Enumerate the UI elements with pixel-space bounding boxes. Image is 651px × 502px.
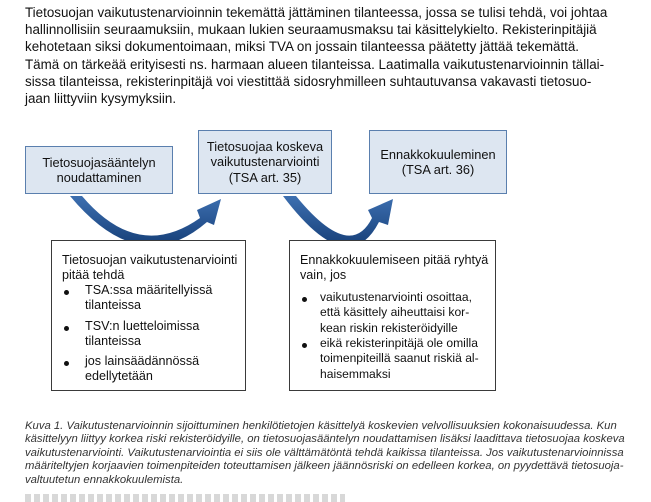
box-impact-assessment (198, 130, 332, 194)
box-prior-consultation (369, 130, 507, 194)
panel-left-bullet (85, 283, 212, 314)
box-consultation-line: (TSA art. 36) (401, 162, 475, 177)
bullet-line: vaikutustenarviointi osoittaa, (320, 290, 472, 304)
cut-off-text-line (25, 494, 345, 502)
intro-line: kehotetaan siksi dokumentoimaan, miksi TVA on jossain tilanteessa päätetty jättää tekemättä. (25, 39, 580, 55)
box-compliance (25, 146, 173, 194)
bullet-line: tilanteissa (85, 334, 142, 349)
panel-left-heading-line: pitää tehdä (62, 268, 125, 283)
box-compliance-line: noudattaminen (56, 170, 142, 185)
bullet-line: haisemmaksi (320, 366, 391, 381)
intro-line: Tietosuojan vaikutustenarvioinnin tekemättä jättäminen tilanteessa, jossa se tulisi tehdä, voi johtaa (25, 5, 608, 20)
caption-line: Kuva 1. Vaikutustenarvioinnin sijoittuminen henkilötietojen käsittelyä koskevien velvollisuuksien kokonaisuudessa. Kun (25, 420, 617, 432)
panel-when-assessment (51, 240, 246, 391)
panel-right-heading-line: vain, jos (300, 268, 347, 283)
bullet-dot (64, 326, 69, 331)
panel-left-heading (62, 253, 237, 284)
bullet-dot (64, 290, 69, 295)
bullet-dot (64, 361, 69, 366)
caption-line: vaikutustenarviointi. Vaikutustenarviointia ei siis ole välttämätöntä tehdä kaikissa tilanteissa. Jos vaikutustenarvioinnissa (25, 446, 624, 459)
bullet-line: jos lainsäädännössä (85, 354, 200, 368)
intro-line: Tämä on tärkeää erityisesti ns. harmaan alueen tilanteissa. Laatimalla vaikutustenarvioinnin tällai- (25, 56, 605, 72)
bullet-line: kean riskin rekisteröidyille (320, 320, 458, 335)
panel-left-bullet (85, 319, 199, 350)
caption-line: valtuutetun ennakkokuulemista. (25, 473, 184, 486)
arrow-box1-to-box2 (70, 196, 221, 246)
box-impact-line: Tietosuojaa koskeva (206, 138, 324, 154)
panel-right-bullet (320, 290, 472, 336)
bullet-dot (302, 297, 307, 302)
bullet-line: edellytetään (85, 369, 153, 384)
panel-right-heading (300, 253, 488, 284)
box-consultation-line: Ennakkokuuleminen (380, 146, 496, 162)
intro-line: jaan liittyviin kysymyksiin. (25, 91, 177, 107)
bullet-dot (302, 343, 307, 348)
caption-line: käsittelyyn liittyy korkea riski rekisteröidyille, on tietosuojasääntelyn noudattamisen lisäksi laadittava tietosuojaa koskeva (25, 433, 625, 446)
panel-right-heading-line: Ennakkokuulemiseen pitää ryhtyä (300, 253, 489, 267)
box-impact-line: vaikutustenarviointi (210, 154, 320, 170)
bullet-line: toimenpiteillä saanut riskiä al- (320, 351, 479, 366)
figure-caption (25, 420, 630, 487)
bullet-line: TSV:n luetteloimissa (85, 319, 200, 333)
intro-line: sissa tilanteissa, rekisterinpitäjä voi viestittää sidosryhmilleen suhtautuvansa vakavasti tietosuo- (25, 73, 592, 89)
panel-left-bullet (85, 354, 199, 385)
bullet-line: TSA:ssa määritellyissä (85, 283, 213, 297)
caption-line: määriteltyjen korjaavien toimenpiteiden toteuttamisen jälkeen jäännösriski on edelleen korkea, on pyydettävä tietosuoja- (25, 460, 624, 473)
intro-line: hallinnollisiin seuraamuksiin, mukaan lukien seuraamusmaksu tai käsittelykielto. Rekisterinpitäjiä (25, 22, 597, 38)
box-compliance-line: Tietosuojasääntelyn (42, 154, 156, 170)
bullet-line: että käsittely aiheuttaisi kor- (320, 305, 470, 320)
panel-when-consultation (289, 240, 496, 391)
panel-right-bullet (320, 336, 479, 382)
intro-paragraph (25, 4, 625, 107)
box-impact-line: (TSA art. 35) (228, 169, 302, 185)
panel-left-heading-line: Tietosuojan vaikutustenarviointi (62, 253, 238, 267)
bullet-line: eikä rekisterinpitäjä ole omilla (320, 336, 478, 350)
bullet-line: tilanteissa (85, 298, 142, 313)
